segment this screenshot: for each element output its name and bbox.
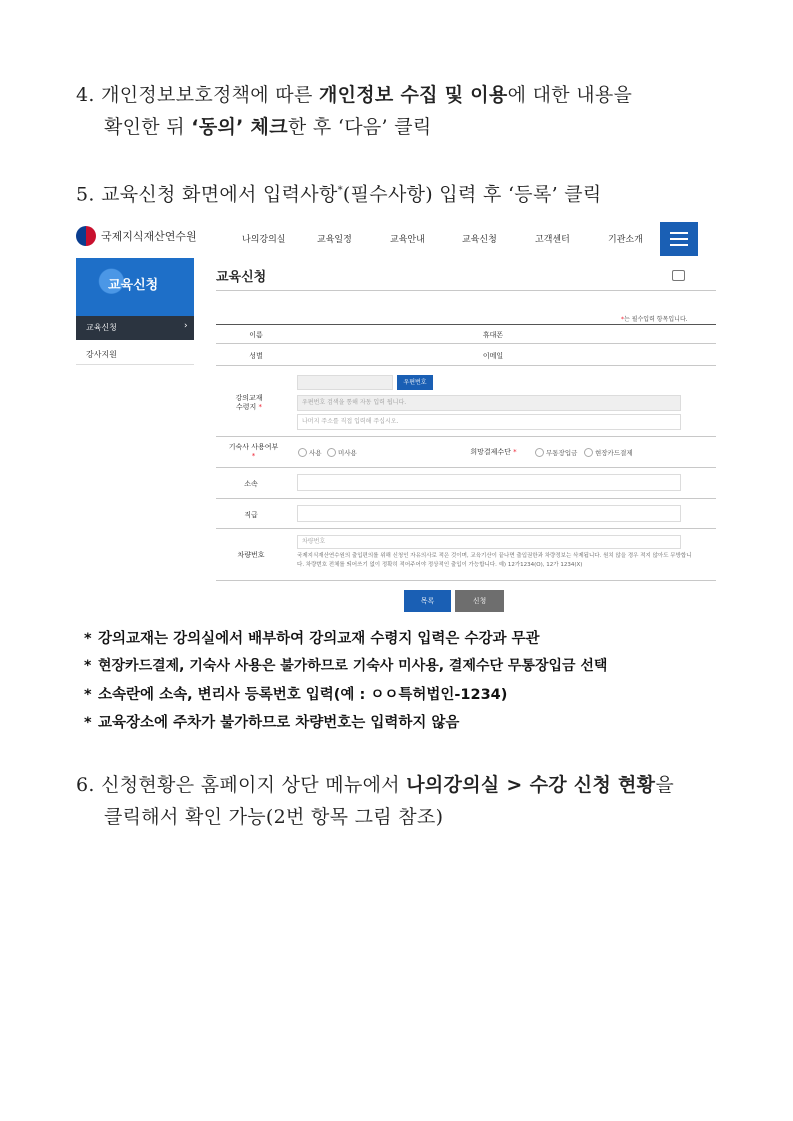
address-detail-input[interactable]: 나머지 주소를 직접 입력해 주십시오. (297, 414, 681, 430)
dorm-nonuse-radio[interactable] (327, 448, 336, 457)
note-item: * 교육장소에 주차가 불가하므로 차량번호는 입력하지 않음 (84, 715, 460, 731)
row-divider (216, 343, 716, 344)
row-divider (216, 580, 716, 581)
title-divider (216, 290, 716, 291)
required-note: *는 필수입력 항목입니다. (621, 316, 688, 323)
label-name: 이름 (249, 331, 263, 339)
car-help-text: 국제지식재산연수원의 출입편의를 위해 신청인 자유의사로 적은 것이며, 교육기산이 끝나면 출입권한과 차량정보는 삭제됩니다. 원치 않을 경우 적지 않아도 무방합니다. 차량번호 전체를 띄어쓰기 없이 정확히 적어주어야 정상적인 출입이 가능합니다. 예) 12가1234(O), 12가 1234(X) (297, 553, 692, 568)
sidebar-item-label: 교육신청 (86, 323, 117, 332)
step-text: 에 대한 내용을 (507, 84, 633, 106)
nav-my-classroom[interactable]: 나의강의실 (242, 235, 286, 245)
label-phone: 휴대폰 (482, 331, 504, 339)
note-item: * 소속란에 소속, 변리사 등록번호 입력(예 : ㅇㅇ특허법인-1234) (84, 687, 508, 703)
step-text: 한 후 ‘다음’ 클릭 (287, 116, 432, 138)
payment-bank-radio[interactable] (535, 448, 544, 457)
site-logo-text: 국제지식재산연수원 (101, 230, 197, 243)
chevron-right-icon: › (184, 321, 188, 331)
step-text: 신청현황은 홈페이지 상단 메뉴에서 (101, 774, 407, 796)
form-top-border (216, 324, 716, 325)
zip-search-button[interactable]: 우편번호 (397, 375, 433, 390)
dorm-use-label: 사용 (309, 449, 322, 457)
step-6-line-1 (76, 770, 674, 800)
step-5-line (76, 176, 602, 209)
step-6-line-2: 클릭해서 확인 가능(2번 항목 그림 참조) (104, 806, 444, 828)
payment-bank-label: 무통장입금 (546, 449, 578, 457)
payment-card-label: 현장카드결제 (595, 449, 633, 457)
sidebar-item-apply[interactable] (76, 316, 194, 340)
nav-schedule[interactable]: 교육일정 (317, 235, 352, 245)
label-car: 차량번호 (237, 551, 265, 559)
zip-code-input[interactable] (297, 375, 393, 390)
step-text: 교육신청 화면에서 입력사항 (101, 183, 338, 206)
car-number-input[interactable]: 차량번호 (297, 535, 681, 549)
step-emphasis: 나의강의실 > 수강 신청 현황 (406, 774, 656, 796)
label-affiliation: 소속 (244, 480, 258, 488)
step-text: 확인한 뒤 (104, 116, 192, 138)
row-divider (216, 467, 716, 468)
application-form-screenshot (76, 218, 718, 618)
label-gender: 성별 (249, 352, 263, 360)
address-auto-input[interactable]: 우편번호 검색을 통해 자동 입력 됩니다. (297, 395, 681, 411)
site-header (76, 218, 718, 258)
label-position: 직급 (244, 511, 258, 519)
printer-icon[interactable] (672, 270, 685, 281)
taegeuk-logo-icon (76, 226, 96, 246)
note-item: * 현장카드결제, 기숙사 사용은 불가하므로 기숙사 미사용, 결제수단 무통장입금 선택 (84, 658, 608, 674)
nav-about[interactable]: 기관소개 (608, 235, 643, 245)
step-4-line-1 (76, 80, 632, 110)
row-divider (216, 365, 716, 366)
nav-apply[interactable]: 교육신청 (462, 235, 497, 245)
list-button[interactable]: 목록 (404, 590, 451, 612)
page-title: 교육신청 (216, 270, 267, 285)
sidebar-hero (76, 258, 194, 316)
label-address: 강의교재 수령지 * (235, 394, 263, 411)
step-text: 개인정보보호정책에 따른 (101, 84, 319, 106)
row-divider (216, 436, 716, 437)
sidebar-item-instructor[interactable]: 강사지원 (86, 350, 117, 359)
sidebar-title: 교육신청 (108, 278, 159, 293)
label-payment: 희망결제수단 * (470, 448, 517, 456)
affiliation-input[interactable] (297, 474, 681, 491)
hamburger-menu-icon[interactable] (660, 222, 698, 256)
position-input[interactable] (297, 505, 681, 522)
step-text: (필수사항) 입력 후 ‘등록’ 클릭 (342, 183, 602, 206)
row-divider (216, 528, 716, 529)
apply-button[interactable]: 신청 (455, 590, 504, 612)
step-number: 6. (76, 774, 95, 796)
payment-card-radio[interactable] (584, 448, 593, 457)
step-number: 5. (76, 183, 95, 206)
dorm-use-radio[interactable] (298, 448, 307, 457)
step-text: 을 (655, 774, 674, 796)
step-superscript: * (337, 185, 343, 196)
nav-guide[interactable]: 교육안내 (390, 235, 425, 245)
label-dorm: 기숙사 사용여부 * (228, 443, 279, 460)
nav-support[interactable]: 고객센터 (535, 235, 570, 245)
note-item: * 강의교재는 강의실에서 배부하여 강의교재 수령지 입력은 수강과 무관 (84, 631, 540, 647)
step-emphasis: 개인정보 수집 및 이용 (318, 84, 508, 106)
step-4-line-2 (104, 112, 432, 142)
dorm-nonuse-label: 미사용 (338, 449, 357, 457)
step-number: 4. (76, 84, 95, 106)
step-emphasis: ‘동의’ 체크 (191, 116, 288, 138)
sidebar-divider (76, 364, 194, 365)
label-email: 이메일 (482, 352, 504, 360)
row-divider (216, 498, 716, 499)
